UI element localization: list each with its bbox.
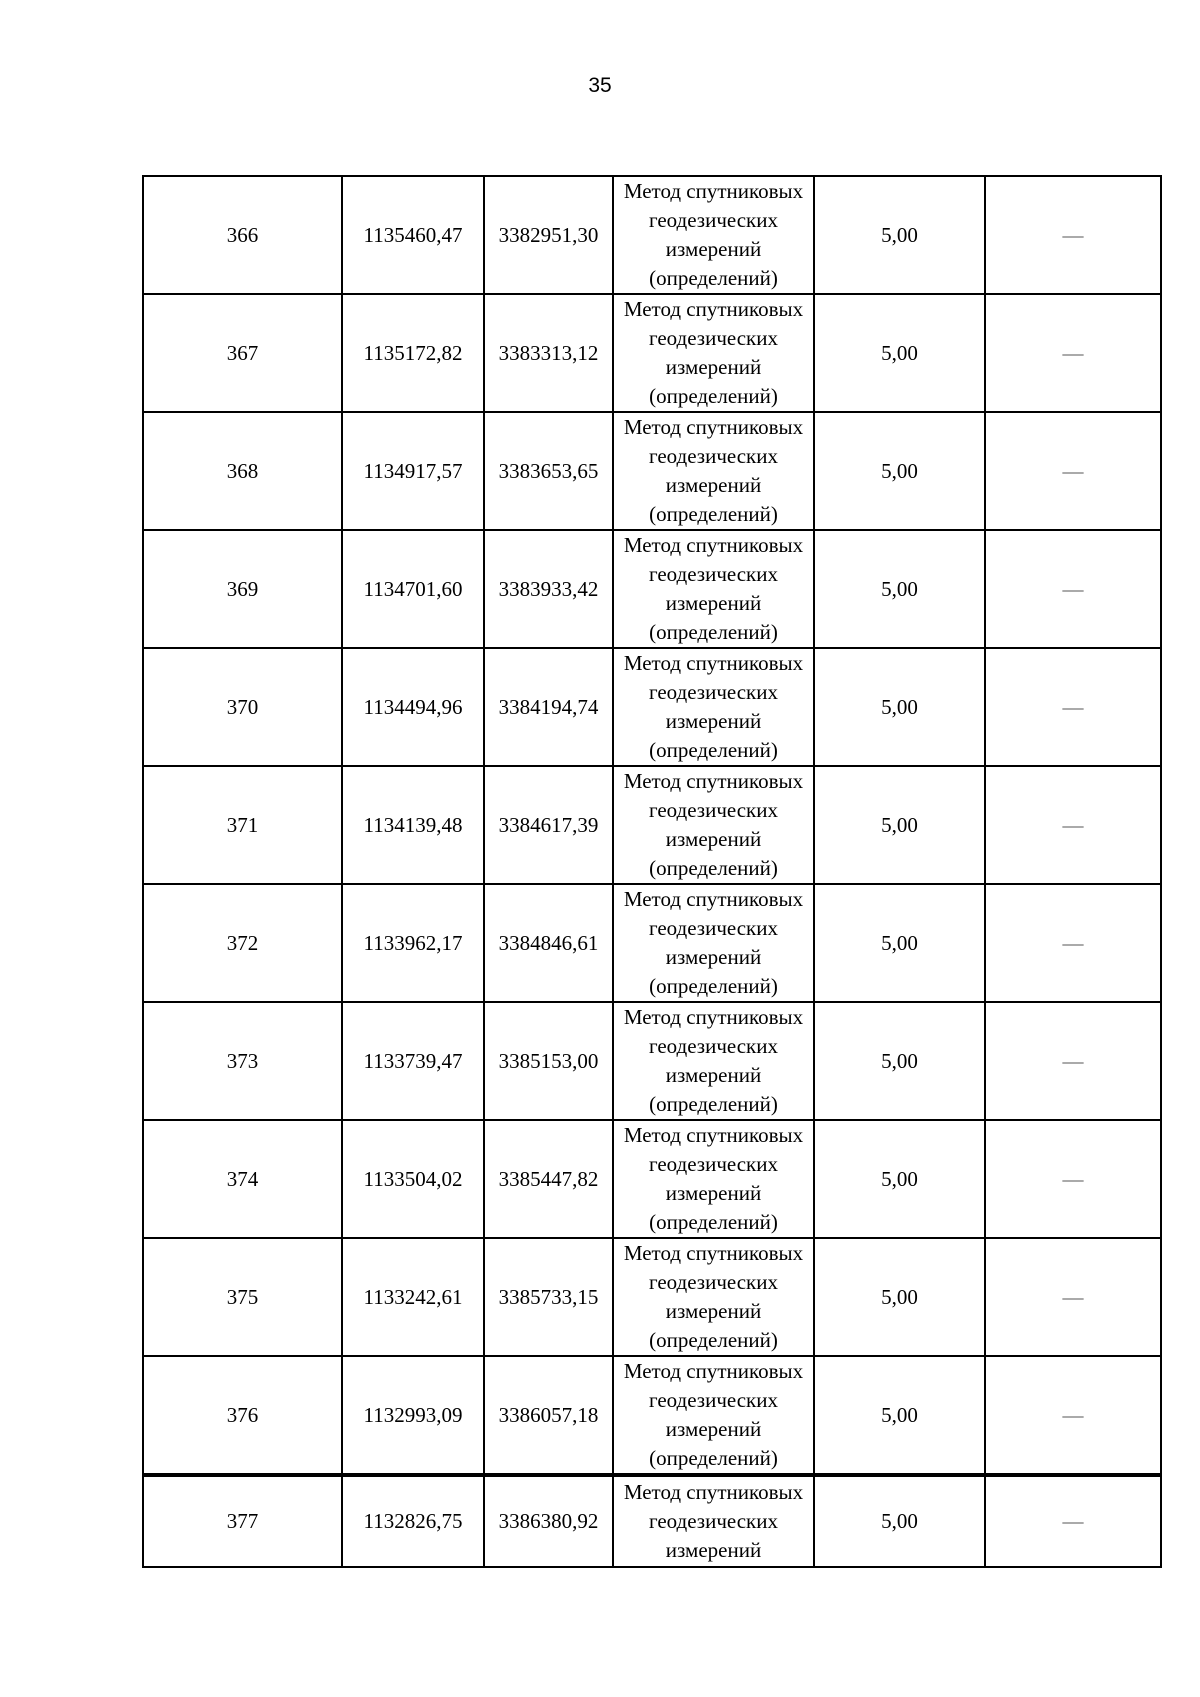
accuracy-cell: 5,00 [814, 294, 985, 412]
point-number-cell: 367 [143, 294, 342, 412]
point-number-cell: 376 [143, 1356, 342, 1475]
method-line: (определений) [649, 1092, 778, 1116]
table-row [143, 766, 1161, 884]
accuracy-cell: 5,00 [814, 766, 985, 884]
note-cell: — [985, 1356, 1161, 1475]
page-number: 35 [588, 74, 612, 97]
method-cell [613, 294, 814, 412]
y-coordinate-cell: 3385733,15 [484, 1238, 613, 1356]
table-row [143, 1475, 1161, 1567]
method-line: (определений) [649, 1446, 778, 1470]
accuracy-cell: 5,00 [814, 1120, 985, 1238]
method-line: (определений) [649, 738, 778, 762]
x-coordinate-cell: 1132993,09 [342, 1356, 484, 1475]
note-cell: — [985, 530, 1161, 648]
method-line: геодезических [648, 208, 778, 232]
method-cell [613, 176, 814, 294]
note-cell: — [985, 1475, 1161, 1567]
x-coordinate-cell: 1134494,96 [342, 648, 484, 766]
accuracy-cell: 5,00 [814, 176, 985, 294]
accuracy-cell: 5,00 [814, 884, 985, 1002]
table-body [143, 176, 1161, 1567]
point-number-cell: 366 [143, 176, 342, 294]
point-number-cell: 373 [143, 1002, 342, 1120]
method-line: Метод спутниковых [623, 1005, 804, 1029]
note-cell: — [985, 1002, 1161, 1120]
x-coordinate-cell: 1133504,02 [342, 1120, 484, 1238]
method-line: измерений [665, 709, 762, 733]
method-line: геодезических [648, 680, 778, 704]
method-line: Метод спутниковых [623, 1241, 804, 1265]
method-line: Метод спутниковых [623, 1480, 804, 1504]
method-line: измерений [665, 591, 762, 615]
note-cell: — [985, 412, 1161, 530]
method-line: Метод спутниковых [623, 1123, 804, 1147]
method-line: измерений [665, 355, 762, 379]
method-line: геодезических [648, 798, 778, 822]
method-line: Метод спутниковых [623, 179, 804, 203]
point-number-cell: 375 [143, 1238, 342, 1356]
accuracy-cell: 5,00 [814, 530, 985, 648]
method-line: Метод спутниковых [623, 297, 804, 321]
method-line: геодезических [648, 1388, 778, 1412]
method-line: Метод спутниковых [623, 415, 804, 439]
method-line: измерений [665, 473, 762, 497]
accuracy-cell: 5,00 [814, 1356, 985, 1475]
method-line: геодезических [648, 916, 778, 940]
method-line: (определений) [649, 620, 778, 644]
y-coordinate-cell: 3384617,39 [484, 766, 613, 884]
table-row [143, 1356, 1161, 1475]
note-cell: — [985, 176, 1161, 294]
method-cell [613, 530, 814, 648]
note-cell: — [985, 766, 1161, 884]
method-line: геодезических [648, 444, 778, 468]
table-row [143, 294, 1161, 412]
method-line: (определений) [649, 384, 778, 408]
method-cell [613, 766, 814, 884]
table-row [143, 1002, 1161, 1120]
y-coordinate-cell: 3384846,61 [484, 884, 613, 1002]
point-number-cell: 377 [143, 1475, 342, 1567]
coordinates-table [142, 175, 1162, 1568]
method-line: геодезических [648, 1034, 778, 1058]
accuracy-cell: 5,00 [814, 1002, 985, 1120]
method-line: геодезических [648, 1509, 778, 1533]
method-line: измерений [665, 1417, 762, 1441]
note-cell: — [985, 294, 1161, 412]
y-coordinate-cell: 3383933,42 [484, 530, 613, 648]
point-number-cell: 368 [143, 412, 342, 530]
y-coordinate-cell: 3383313,12 [484, 294, 613, 412]
method-cell [613, 1002, 814, 1120]
point-number-cell: 374 [143, 1120, 342, 1238]
method-line: измерений [665, 1538, 762, 1562]
method-cell [613, 1356, 814, 1475]
note-cell: — [985, 884, 1161, 1002]
y-coordinate-cell: 3385153,00 [484, 1002, 613, 1120]
method-line: Метод спутниковых [623, 887, 804, 911]
table-row [143, 176, 1161, 294]
x-coordinate-cell: 1133962,17 [342, 884, 484, 1002]
method-cell [613, 412, 814, 530]
method-line: Метод спутниковых [623, 769, 804, 793]
table-row [143, 884, 1161, 1002]
accuracy-cell: 5,00 [814, 1475, 985, 1567]
method-cell [613, 884, 814, 1002]
note-cell: — [985, 1238, 1161, 1356]
method-line: Метод спутниковых [623, 1359, 804, 1383]
x-coordinate-cell: 1135172,82 [342, 294, 484, 412]
method-line: Метод спутниковых [623, 533, 804, 557]
method-line: геодезических [648, 562, 778, 586]
method-line: геодезических [648, 1270, 778, 1294]
method-line: (определений) [649, 856, 778, 880]
note-cell: — [985, 1120, 1161, 1238]
note-cell: — [985, 648, 1161, 766]
method-line: измерений [665, 1181, 762, 1205]
x-coordinate-cell: 1133739,47 [342, 1002, 484, 1120]
y-coordinate-cell: 3385447,82 [484, 1120, 613, 1238]
point-number-cell: 370 [143, 648, 342, 766]
x-coordinate-cell: 1134701,60 [342, 530, 484, 648]
method-line: измерений [665, 1299, 762, 1323]
method-cell [613, 648, 814, 766]
method-line: (определений) [649, 502, 778, 526]
y-coordinate-cell: 3386380,92 [484, 1475, 613, 1567]
method-cell [613, 1120, 814, 1238]
accuracy-cell: 5,00 [814, 412, 985, 530]
table-row [143, 1238, 1161, 1356]
point-number-cell: 371 [143, 766, 342, 884]
y-coordinate-cell: 3384194,74 [484, 648, 613, 766]
point-number-cell: 369 [143, 530, 342, 648]
accuracy-cell: 5,00 [814, 1238, 985, 1356]
point-number-cell: 372 [143, 884, 342, 1002]
method-cell [613, 1475, 814, 1567]
table-row [143, 530, 1161, 648]
method-line: геодезических [648, 326, 778, 350]
accuracy-cell: 5,00 [814, 648, 985, 766]
method-line: измерений [665, 237, 762, 261]
table-row [143, 412, 1161, 530]
table-row [143, 648, 1161, 766]
method-line: (определений) [649, 1210, 778, 1234]
x-coordinate-cell: 1134139,48 [342, 766, 484, 884]
method-line: измерений [665, 945, 762, 969]
method-cell [613, 1238, 814, 1356]
method-line: Метод спутниковых [623, 651, 804, 675]
table-row [143, 1120, 1161, 1238]
x-coordinate-cell: 1134917,57 [342, 412, 484, 530]
x-coordinate-cell: 1135460,47 [342, 176, 484, 294]
x-coordinate-cell: 1133242,61 [342, 1238, 484, 1356]
y-coordinate-cell: 3386057,18 [484, 1356, 613, 1475]
method-line: измерений [665, 1063, 762, 1087]
y-coordinate-cell: 3382951,30 [484, 176, 613, 294]
y-coordinate-cell: 3383653,65 [484, 412, 613, 530]
method-line: геодезических [648, 1152, 778, 1176]
x-coordinate-cell: 1132826,75 [342, 1475, 484, 1567]
method-line: (определений) [649, 266, 778, 290]
method-line: (определений) [649, 1328, 778, 1352]
method-line: измерений [665, 827, 762, 851]
method-line: (определений) [649, 974, 778, 998]
